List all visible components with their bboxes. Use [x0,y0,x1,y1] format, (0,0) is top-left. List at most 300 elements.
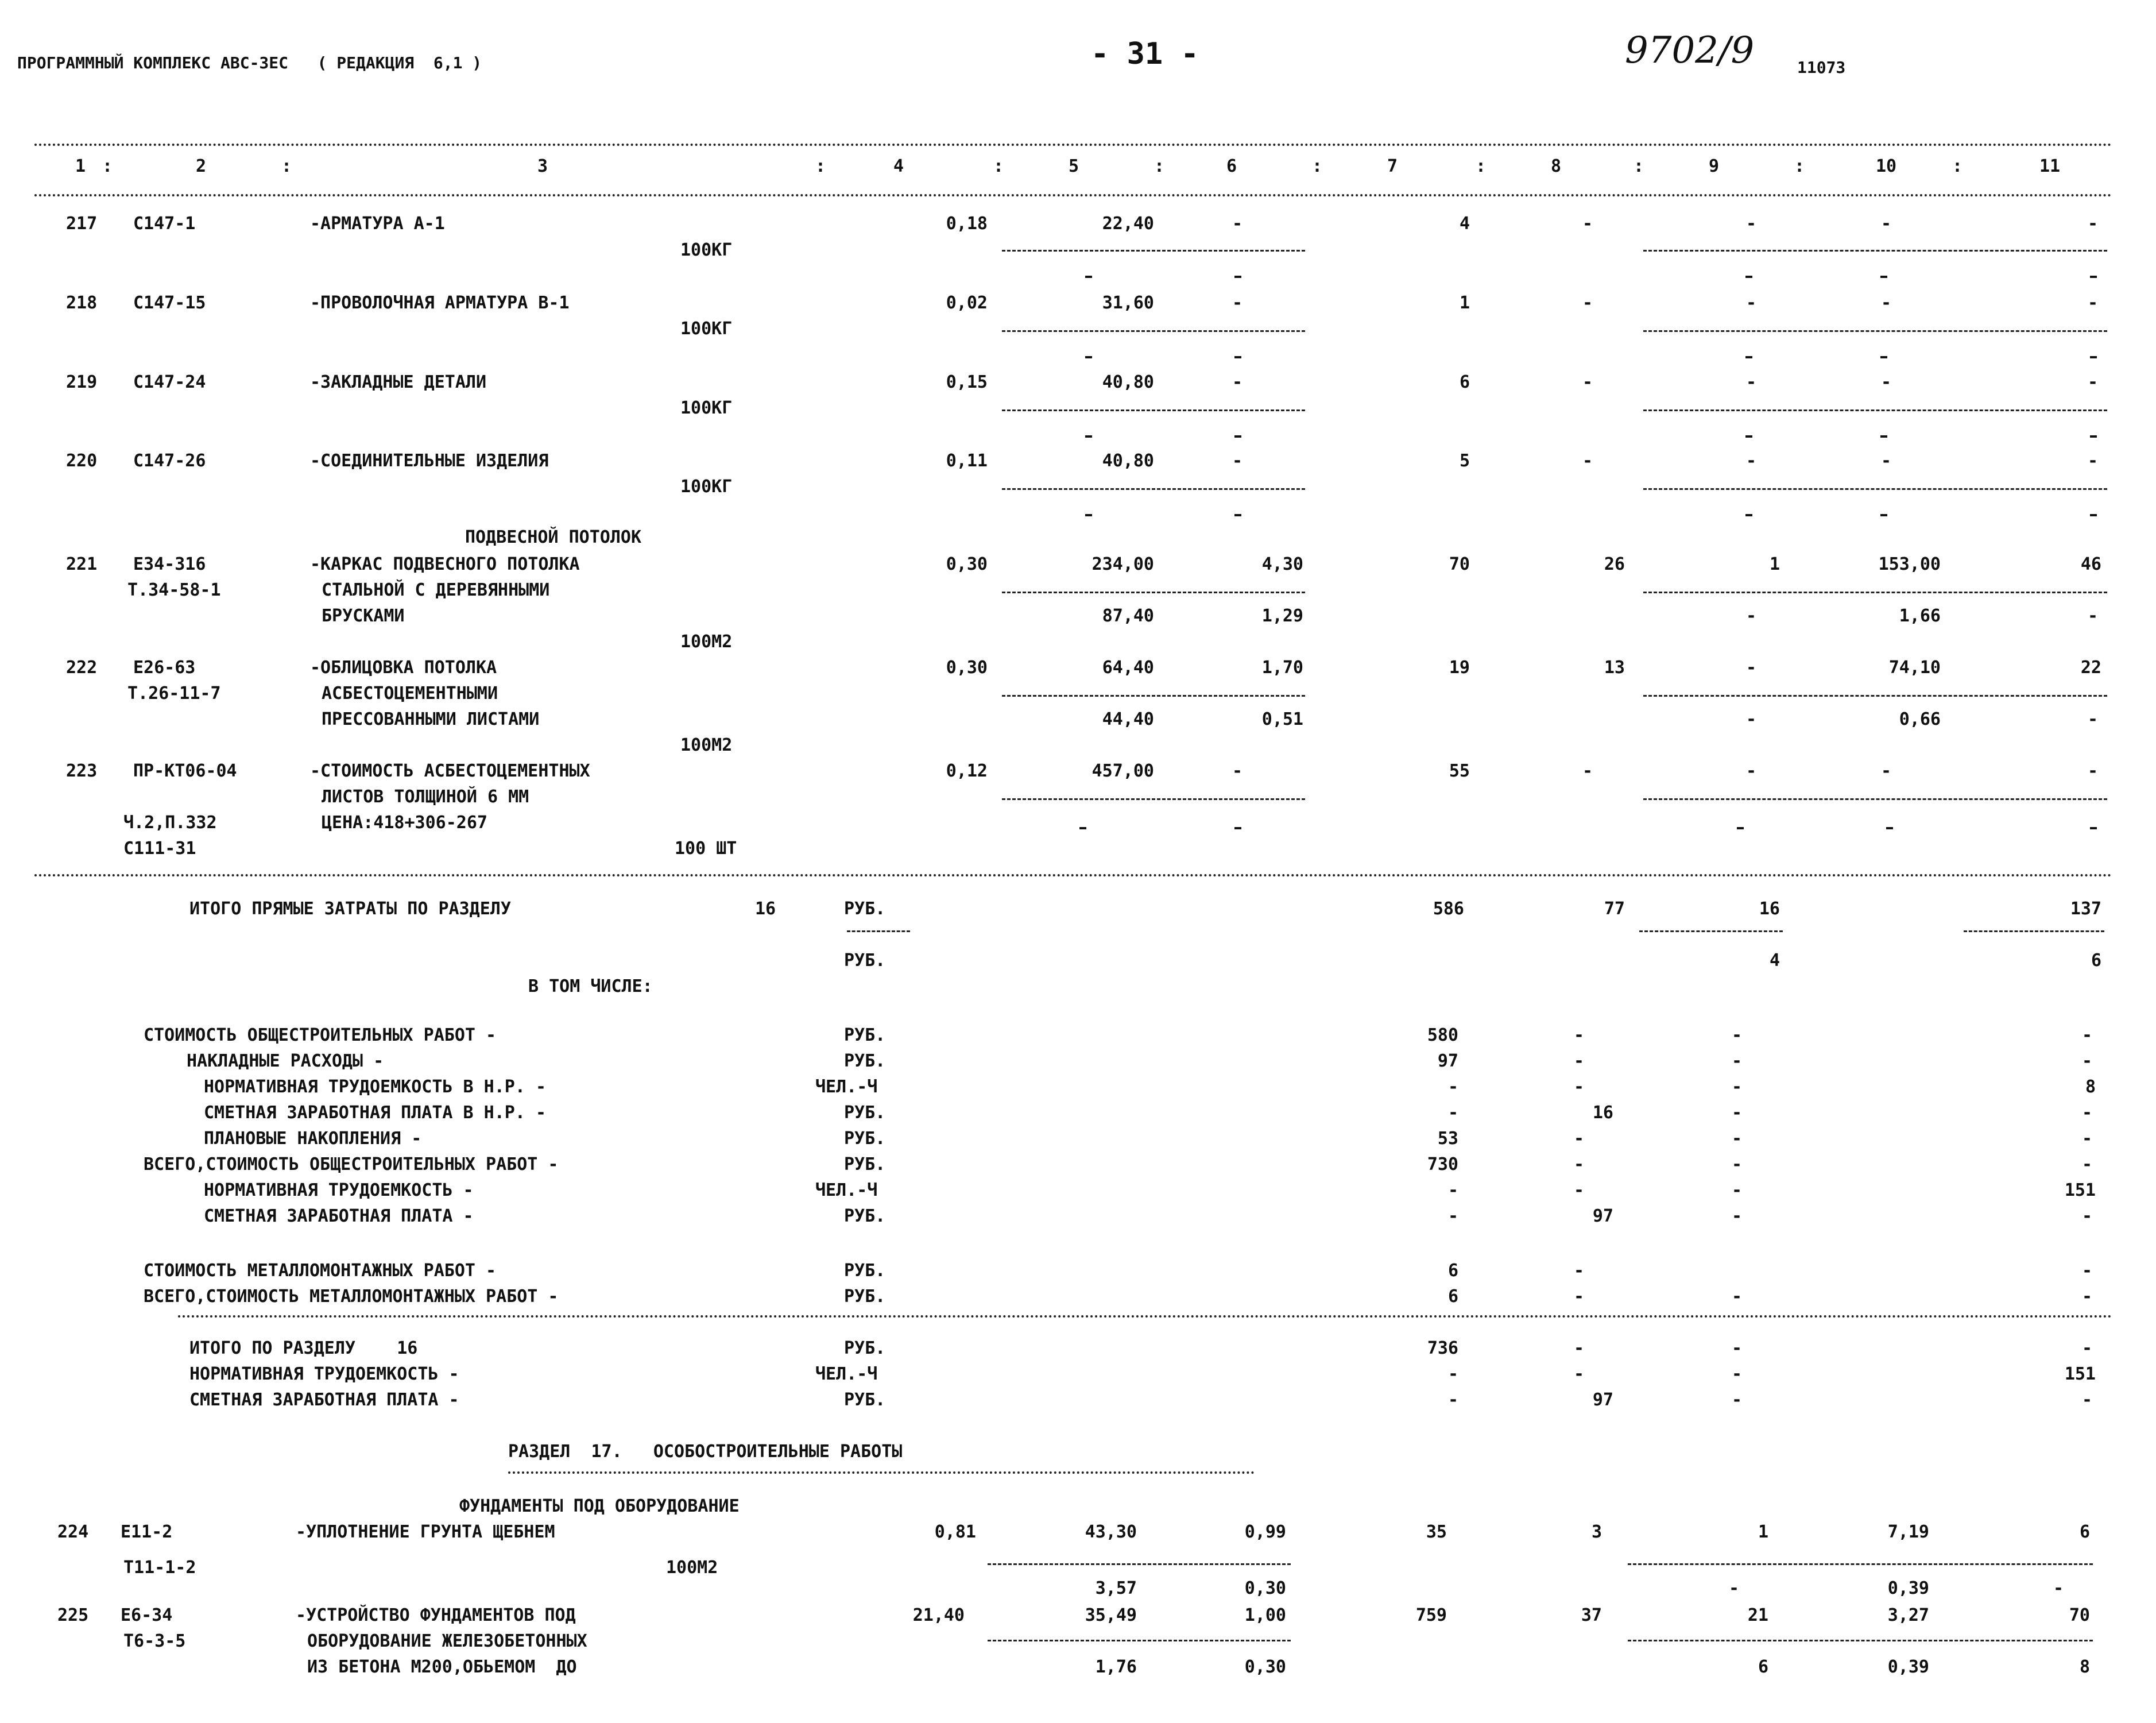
col-header-4: 4 [893,156,904,176]
row-number: 221 [66,554,98,574]
empty-cell-dash [1234,435,1241,438]
summary-col11: 151 [2064,1180,2096,1200]
row-col5: 43,30 [1085,1522,1137,1542]
summary-label: НОРМАТИВНАЯ ТРУДОЕМКОСТЬ - [189,1364,459,1384]
row-code: С147-24 [133,372,206,392]
row-name: -ПРОВОЛОЧНАЯ АРМАТУРА В-1 [310,293,570,313]
row-unit: 100КГ [680,240,733,260]
summary-col8: - [1573,1287,1585,1307]
row-col5: 457,00 [1091,761,1154,781]
summary-col7: - [1447,1206,1458,1226]
row-number: 225 [57,1605,89,1625]
row-code-secondary: Т.26-11-7 [127,683,221,704]
summary-col9: - [1731,1051,1743,1071]
empty-cell-dash [1886,827,1893,829]
page-number: - 31 - [1091,37,1199,71]
summary-label: ПЛАНОВЫЕ НАКОПЛЕНИЯ - [204,1129,422,1149]
row-col5: 31,60 [1102,293,1154,313]
summary-label: СМЕТНАЯ ЗАРАБОТНАЯ ПЛАТА - [189,1390,459,1410]
row-col11: - [2087,761,2099,781]
summary-col11: - [2081,1338,2093,1358]
row-col8: 3 [1591,1522,1602,1542]
row-col8: - [1582,451,1593,471]
summary-label: НОРМАТИВНАЯ ТРУДОЕМКОСТЬ В Н.Р. - [204,1077,547,1097]
col-separator: : [1154,156,1165,176]
sub-rule [1002,592,1305,593]
summary-unit: РУБ. [844,1287,886,1307]
row-col7: 5 [1459,451,1470,471]
row-code: ПР-КТ06-04 [133,761,237,781]
col-separator: : [102,156,113,176]
row-col9: - [1745,293,1757,313]
summary-label: ВСЕГО,СТОИМОСТЬ ОБЩЕСТРОИТЕЛЬНЫХ РАБОТ - [144,1154,559,1175]
row-col6: 0,99 [1244,1522,1286,1542]
row-name: -АРМАТУРА А-1 [310,214,445,234]
row-col6: - [1232,451,1243,471]
row-col11: - [2087,451,2099,471]
sub-rule [1639,930,1783,932]
col-separator: : [993,156,1004,176]
summary-unit: РУБ. [844,1154,886,1175]
summary-col9: - [1731,1077,1743,1097]
sub-rule [1643,592,2107,593]
summary-col11: - [2081,1129,2093,1149]
row-number: 217 [66,214,98,234]
sub-rule [1643,250,2107,252]
row-code-secondary: Ч.2,П.332 [123,813,217,833]
summary-col9: - [1731,1103,1743,1123]
subsection-heading: ФУНДАМЕНТЫ ПОД ОБОРУДОВАНИЕ [459,1496,740,1516]
empty-cell-dash [1085,514,1092,516]
empty-cell-dash [1880,276,1887,278]
summary-col11: - [2081,1103,2093,1123]
row-col6: - [1232,372,1243,392]
row-name-line3: ЦЕНА:418+306-267 [322,813,487,833]
row-col5-wage: 44,40 [1102,709,1154,729]
summary-col7: - [1447,1364,1458,1384]
empty-cell-dash [1085,435,1092,438]
row-name: -КАРКАС ПОДВЕСНОГО ПОТОЛКА [310,554,580,574]
row-col9: - [1745,658,1757,678]
sub-rule [1002,409,1305,411]
summary-col7: 6 [1447,1287,1458,1307]
summary-unit: ЧЕЛ.-Ч [815,1364,878,1384]
summary-col8: 16 [1592,1103,1613,1123]
row-qty: 0,15 [946,372,988,392]
row-col6-wage: 0,30 [1244,1578,1286,1598]
table-top-rule [34,144,2113,146]
empty-cell-dash [2090,435,2097,438]
empty-cell-dash [2090,827,2097,829]
sub-rule [1643,330,2107,332]
row-name: -УСТРОЙСТВО ФУНДАМЕНТОВ ПОД [296,1605,576,1625]
empty-cell-dash [1085,276,1092,278]
row-col7: 70 [1449,554,1470,574]
summary-col11: - [2081,1390,2093,1410]
sub-rule [988,1640,1291,1641]
row-col11: 22 [2080,658,2101,678]
row-col9: - [1745,214,1757,234]
row-name: -СТОИМОСТЬ АСБЕСТОЦЕМЕНТНЫХ [310,761,590,781]
summary-col9: - [1731,1287,1743,1307]
row-col6-wage: 1,29 [1261,606,1303,626]
empty-cell-dash [1880,356,1887,358]
summary-col9: - [1731,1129,1743,1149]
row-col8: - [1582,293,1593,313]
empty-cell-dash [1234,827,1241,829]
row-name-line2: АСБЕСТОЦЕМЕНТНЫМИ [322,683,498,704]
summary-col8: - [1573,1364,1585,1384]
total-direct-section: 16 [755,899,776,919]
row-col6-wage: 0,51 [1261,709,1303,729]
row-col5: 40,80 [1102,372,1154,392]
row-code: С147-1 [133,214,196,234]
summary-unit: РУБ. [844,1129,886,1149]
row-name-line3: БРУСКАМИ [322,606,405,626]
row-col10-wage: 0,39 [1887,1578,1929,1598]
row-col11-wage: - [2053,1578,2064,1598]
section-total-rule [178,1315,2113,1318]
row-code: С147-26 [133,451,206,471]
row-col7: 35 [1426,1522,1447,1542]
row-unit: 100М2 [680,735,733,755]
empty-cell-dash [1079,827,1086,829]
handwritten-sheet-number: 9702/9 [1625,29,1755,72]
summary-col8: 97 [1592,1206,1613,1226]
col-separator: : [1634,156,1644,176]
empty-cell-dash [1737,827,1744,829]
row-number: 219 [66,372,98,392]
summary-col11: - [2081,1154,2093,1175]
summary-col11: 8 [2085,1077,2096,1097]
total-direct-col9-wage: 4 [1769,951,1780,971]
empty-cell-dash [2090,276,2097,278]
sub-rule [1643,409,2107,411]
sheet-code: 11073 [1797,58,1846,77]
summary-unit: ЧЕЛ.-Ч [815,1077,878,1097]
row-code: Е34-316 [133,554,206,574]
row-code: Е11-2 [121,1522,173,1542]
row-code-secondary: Т6-3-5 [123,1631,186,1651]
summary-unit: РУБ. [844,1390,886,1410]
empty-cell-dash [1234,276,1241,278]
summary-col9: - [1731,1390,1743,1410]
row-col6: 1,00 [1244,1605,1286,1625]
row-number: 220 [66,451,98,471]
row-col10: - [1880,761,1892,781]
summary-col7: 53 [1437,1129,1458,1149]
row-qty: 0,18 [946,214,988,234]
row-col8: - [1582,372,1593,392]
col-header-10: 10 [1875,156,1897,176]
summary-col8: - [1573,1154,1585,1175]
col-header-8: 8 [1550,156,1562,176]
row-col10-wage: 1,66 [1899,606,1941,626]
row-number: 223 [66,761,98,781]
row-col8: - [1582,214,1593,234]
summary-col11: - [2081,1206,2093,1226]
summary-col7: - [1447,1077,1458,1097]
row-col10: 153,00 [1878,554,1941,574]
summary-unit: РУБ. [844,1338,886,1358]
summary-col8: 97 [1592,1390,1613,1410]
row-unit: 100М2 [666,1558,718,1578]
row-col8: 26 [1604,554,1625,574]
empty-cell-dash [2090,514,2097,516]
row-name-line2: ЛИСТОВ ТОЛЩИНОЙ 6 ММ [322,787,529,807]
col-separator: : [1794,156,1805,176]
row-code: С147-15 [133,293,206,313]
empty-cell-dash [1745,435,1752,438]
row-unit: 100КГ [680,477,733,497]
row-col7: 19 [1449,658,1470,678]
row-number: 224 [57,1522,89,1542]
summary-unit: РУБ. [844,1261,886,1281]
row-col11-wage: 8 [2079,1657,2090,1677]
row-col9-wage: - [1728,1578,1740,1598]
col-separator: : [1476,156,1487,176]
empty-cell-dash [1880,435,1887,438]
summary-col9: - [1731,1206,1743,1226]
row-col9: - [1745,761,1757,781]
in-that-heading: В ТОМ ЧИСЛЕ: [528,976,653,996]
summary-col11: - [2081,1025,2093,1045]
row-col6: 4,30 [1261,554,1303,574]
empty-cell-dash [1234,356,1241,358]
row-col6: - [1232,214,1243,234]
summary-unit: РУБ. [844,1051,886,1071]
row-code: Е6-34 [121,1605,173,1625]
empty-cell-dash [1745,356,1752,358]
row-col8: 13 [1604,658,1625,678]
summary-col7: 97 [1437,1051,1458,1071]
row-qty: 0,11 [946,451,988,471]
col-separator: : [1312,156,1323,176]
sub-rule [1002,695,1305,697]
summary-col7: 736 [1427,1338,1458,1358]
row-col5-wage: 87,40 [1102,606,1154,626]
row-col9: 1 [1769,554,1780,574]
summary-col11: 151 [2064,1364,2096,1384]
summary-unit: ЧЕЛ.-Ч [815,1180,878,1200]
header-bottom-rule [34,194,2113,196]
sub-rule [1643,488,2107,490]
col-header-2: 2 [195,156,207,176]
row-name-line2: СТАЛЬНОЙ С ДЕРЕВЯННЫМИ [322,580,550,600]
col-header-3: 3 [537,156,548,176]
row-code-secondary: Т.34-58-1 [127,580,221,600]
col-header-1: 1 [75,156,86,176]
summary-unit: РУБ. [844,1025,886,1045]
row-col5: 64,40 [1102,658,1154,678]
summary-col9: - [1731,1180,1743,1200]
summary-unit: РУБ. [844,1206,886,1226]
row-col10: 3,27 [1887,1605,1929,1625]
row-qty: 0,02 [946,293,988,313]
row-col5: 35,49 [1085,1605,1137,1625]
row-col10: - [1880,372,1892,392]
row-name-line3: ИЗ БЕТОНА М200,ОБЬЕМОМ ДО [307,1657,577,1677]
sub-rule [1002,798,1305,800]
total-direct-col9: 16 [1759,899,1780,919]
row-col11: 6 [2079,1522,2090,1542]
total-direct-col11: 137 [2070,899,2101,919]
row-number: 218 [66,293,98,313]
row-col9: - [1745,372,1757,392]
summary-col8: - [1573,1338,1585,1358]
program-title: ПРОГРАММНЫЙ КОМПЛЕКС АВС-3ЕС ( РЕДАКЦИЯ 6,1 ) [17,53,482,72]
empty-cell-dash [2090,356,2097,358]
row-col11: - [2087,293,2099,313]
row-col7: 55 [1449,761,1470,781]
row-qty: 0,12 [946,761,988,781]
row-name: -УПЛОТНЕНИЕ ГРУНТА ЩЕБНЕМ [296,1522,555,1542]
summary-col11: - [2081,1051,2093,1071]
summary-col9: - [1731,1154,1743,1175]
summary-col7: 6 [1447,1261,1458,1281]
row-code-tertiary: С111-31 [123,839,196,859]
summary-col8: - [1573,1051,1585,1071]
empty-cell-dash [1745,276,1752,278]
row-col10-wage: 0,39 [1887,1657,1929,1677]
row-qty: 0,30 [946,554,988,574]
summary-col7: - [1447,1180,1458,1200]
summary-label: НАКЛАДНЫЕ РАСХОДЫ - [187,1051,384,1071]
summary-col7: - [1447,1103,1458,1123]
row-col5-wage: 1,76 [1095,1657,1137,1677]
row-col5: 234,00 [1091,554,1154,574]
sub-rule [1002,488,1305,490]
summary-label: СМЕТНАЯ ЗАРАБОТНАЯ ПЛАТА В Н.Р. - [204,1103,547,1123]
row-col6: 1,70 [1261,658,1303,678]
col-separator: : [281,156,292,176]
row-name: -ОБЛИЦОВКА ПОТОЛКА [310,658,497,678]
empty-cell-dash [1745,514,1752,516]
row-unit: 100КГ [680,398,733,418]
summary-label: СМЕТНАЯ ЗАРАБОТНАЯ ПЛАТА - [204,1206,474,1226]
summary-col11: - [2081,1287,2093,1307]
row-col9: 21 [1747,1605,1768,1625]
summary-col9: - [1731,1338,1743,1358]
sub-rule [1628,1640,2093,1641]
row-col9-wage: 6 [1758,1657,1768,1677]
total-direct-label: ИТОГО ПРЯМЫЕ ЗАТРАТЫ ПО РАЗДЕЛУ [189,899,511,919]
summary-label: СТОИМОСТЬ МЕТАЛЛОМОНТАЖНЫХ РАБОТ - [144,1261,497,1281]
subsection-heading: ПОДВЕСНОЙ ПОТОЛОК [465,527,642,547]
total-direct-col7: 586 [1433,899,1464,919]
row-unit: 100М2 [680,632,733,652]
row-col11-wage: - [2087,606,2099,626]
row-col7: 1 [1459,293,1470,313]
row-col8: 37 [1581,1605,1602,1625]
row-col11: 70 [2069,1605,2090,1625]
row-code-secondary: Т11-1-2 [123,1558,196,1578]
row-col9-wage: - [1745,709,1757,729]
row-col9: - [1745,451,1757,471]
total-direct-col11-wage: 6 [2091,951,2101,971]
row-col9: 1 [1758,1522,1768,1542]
total-direct-col8: 77 [1604,899,1625,919]
row-col10: - [1880,214,1892,234]
sub-rule [847,930,910,932]
row-col7: 6 [1459,372,1470,392]
summary-label: СТОИМОСТЬ ОБЩЕСТРОИТЕЛЬНЫХ РАБОТ - [144,1025,497,1045]
row-col11: - [2087,214,2099,234]
row-col6: - [1232,761,1243,781]
col-header-7: 7 [1387,156,1398,176]
summary-label: ИТОГО ПО РАЗДЕЛУ 16 [189,1338,418,1358]
col-separator: : [1952,156,1963,176]
sub-rule [988,1563,1291,1565]
sub-rule [1643,798,2107,800]
row-col6-wage: 0,30 [1244,1657,1286,1677]
sub-rule [1628,1563,2093,1565]
summary-label: ВСЕГО,СТОИМОСТЬ МЕТАЛЛОМОНТАЖНЫХ РАБОТ - [144,1287,559,1307]
row-col7: 4 [1459,214,1470,234]
row-qty: 0,81 [934,1522,976,1542]
row-col5-wage: 3,57 [1095,1578,1137,1598]
row-name-line3: ПРЕССОВАННЫМИ ЛИСТАМИ [322,709,540,729]
col-header-5: 5 [1068,156,1079,176]
row-col7: 759 [1415,1605,1447,1625]
col-header-9: 9 [1708,156,1720,176]
col-header-11: 11 [2039,156,2061,176]
row-qty: 21,40 [912,1605,965,1625]
row-col10: 7,19 [1887,1522,1929,1542]
row-col10: 74,10 [1888,658,1941,678]
sub-rule [1643,695,2107,697]
summary-col8: - [1573,1129,1585,1149]
sub-rule [1002,250,1305,252]
summary-col8: - [1573,1077,1585,1097]
row-col11: - [2087,372,2099,392]
col-separator: : [815,156,826,176]
col-header-6: 6 [1226,156,1237,176]
summary-unit: РУБ. [844,1103,886,1123]
summary-col9: - [1731,1025,1743,1045]
totals-top-rule [34,874,2113,876]
row-code: Е26-63 [133,658,196,678]
summary-col7: 580 [1427,1025,1458,1045]
row-unit: 100 ШТ [675,839,737,859]
section-17-underline [508,1471,1255,1474]
summary-col8: - [1573,1180,1585,1200]
row-qty: 0,30 [946,658,988,678]
section-17-heading: РАЗДЕЛ 17. ОСОБОСТРОИТЕЛЬНЫЕ РАБОТЫ [508,1442,903,1462]
row-name: -ЗАКЛАДНЫЕ ДЕТАЛИ [310,372,487,392]
row-col5: 22,40 [1102,214,1154,234]
row-col8: - [1582,761,1593,781]
row-col11: 46 [2080,554,2101,574]
summary-col8: - [1573,1025,1585,1045]
row-col11-wage: - [2087,709,2099,729]
summary-col9: - [1731,1364,1743,1384]
row-col10: - [1880,293,1892,313]
summary-col8: - [1573,1261,1585,1281]
empty-cell-dash [1234,514,1241,516]
row-number: 222 [66,658,98,678]
summary-col11: - [2081,1261,2093,1281]
row-col10-wage: 0,66 [1899,709,1941,729]
row-name-line2: ОБОРУДОВАНИЕ ЖЕЛЕЗОБЕТОННЫХ [307,1631,587,1651]
row-col10: - [1880,451,1892,471]
empty-cell-dash [1085,356,1092,358]
row-col5: 40,80 [1102,451,1154,471]
row-name: -СОЕДИНИТЕЛЬНЫЕ ИЗДЕЛИЯ [310,451,549,471]
row-col6: - [1232,293,1243,313]
summary-col7: 730 [1427,1154,1458,1175]
sub-rule [1002,330,1305,332]
